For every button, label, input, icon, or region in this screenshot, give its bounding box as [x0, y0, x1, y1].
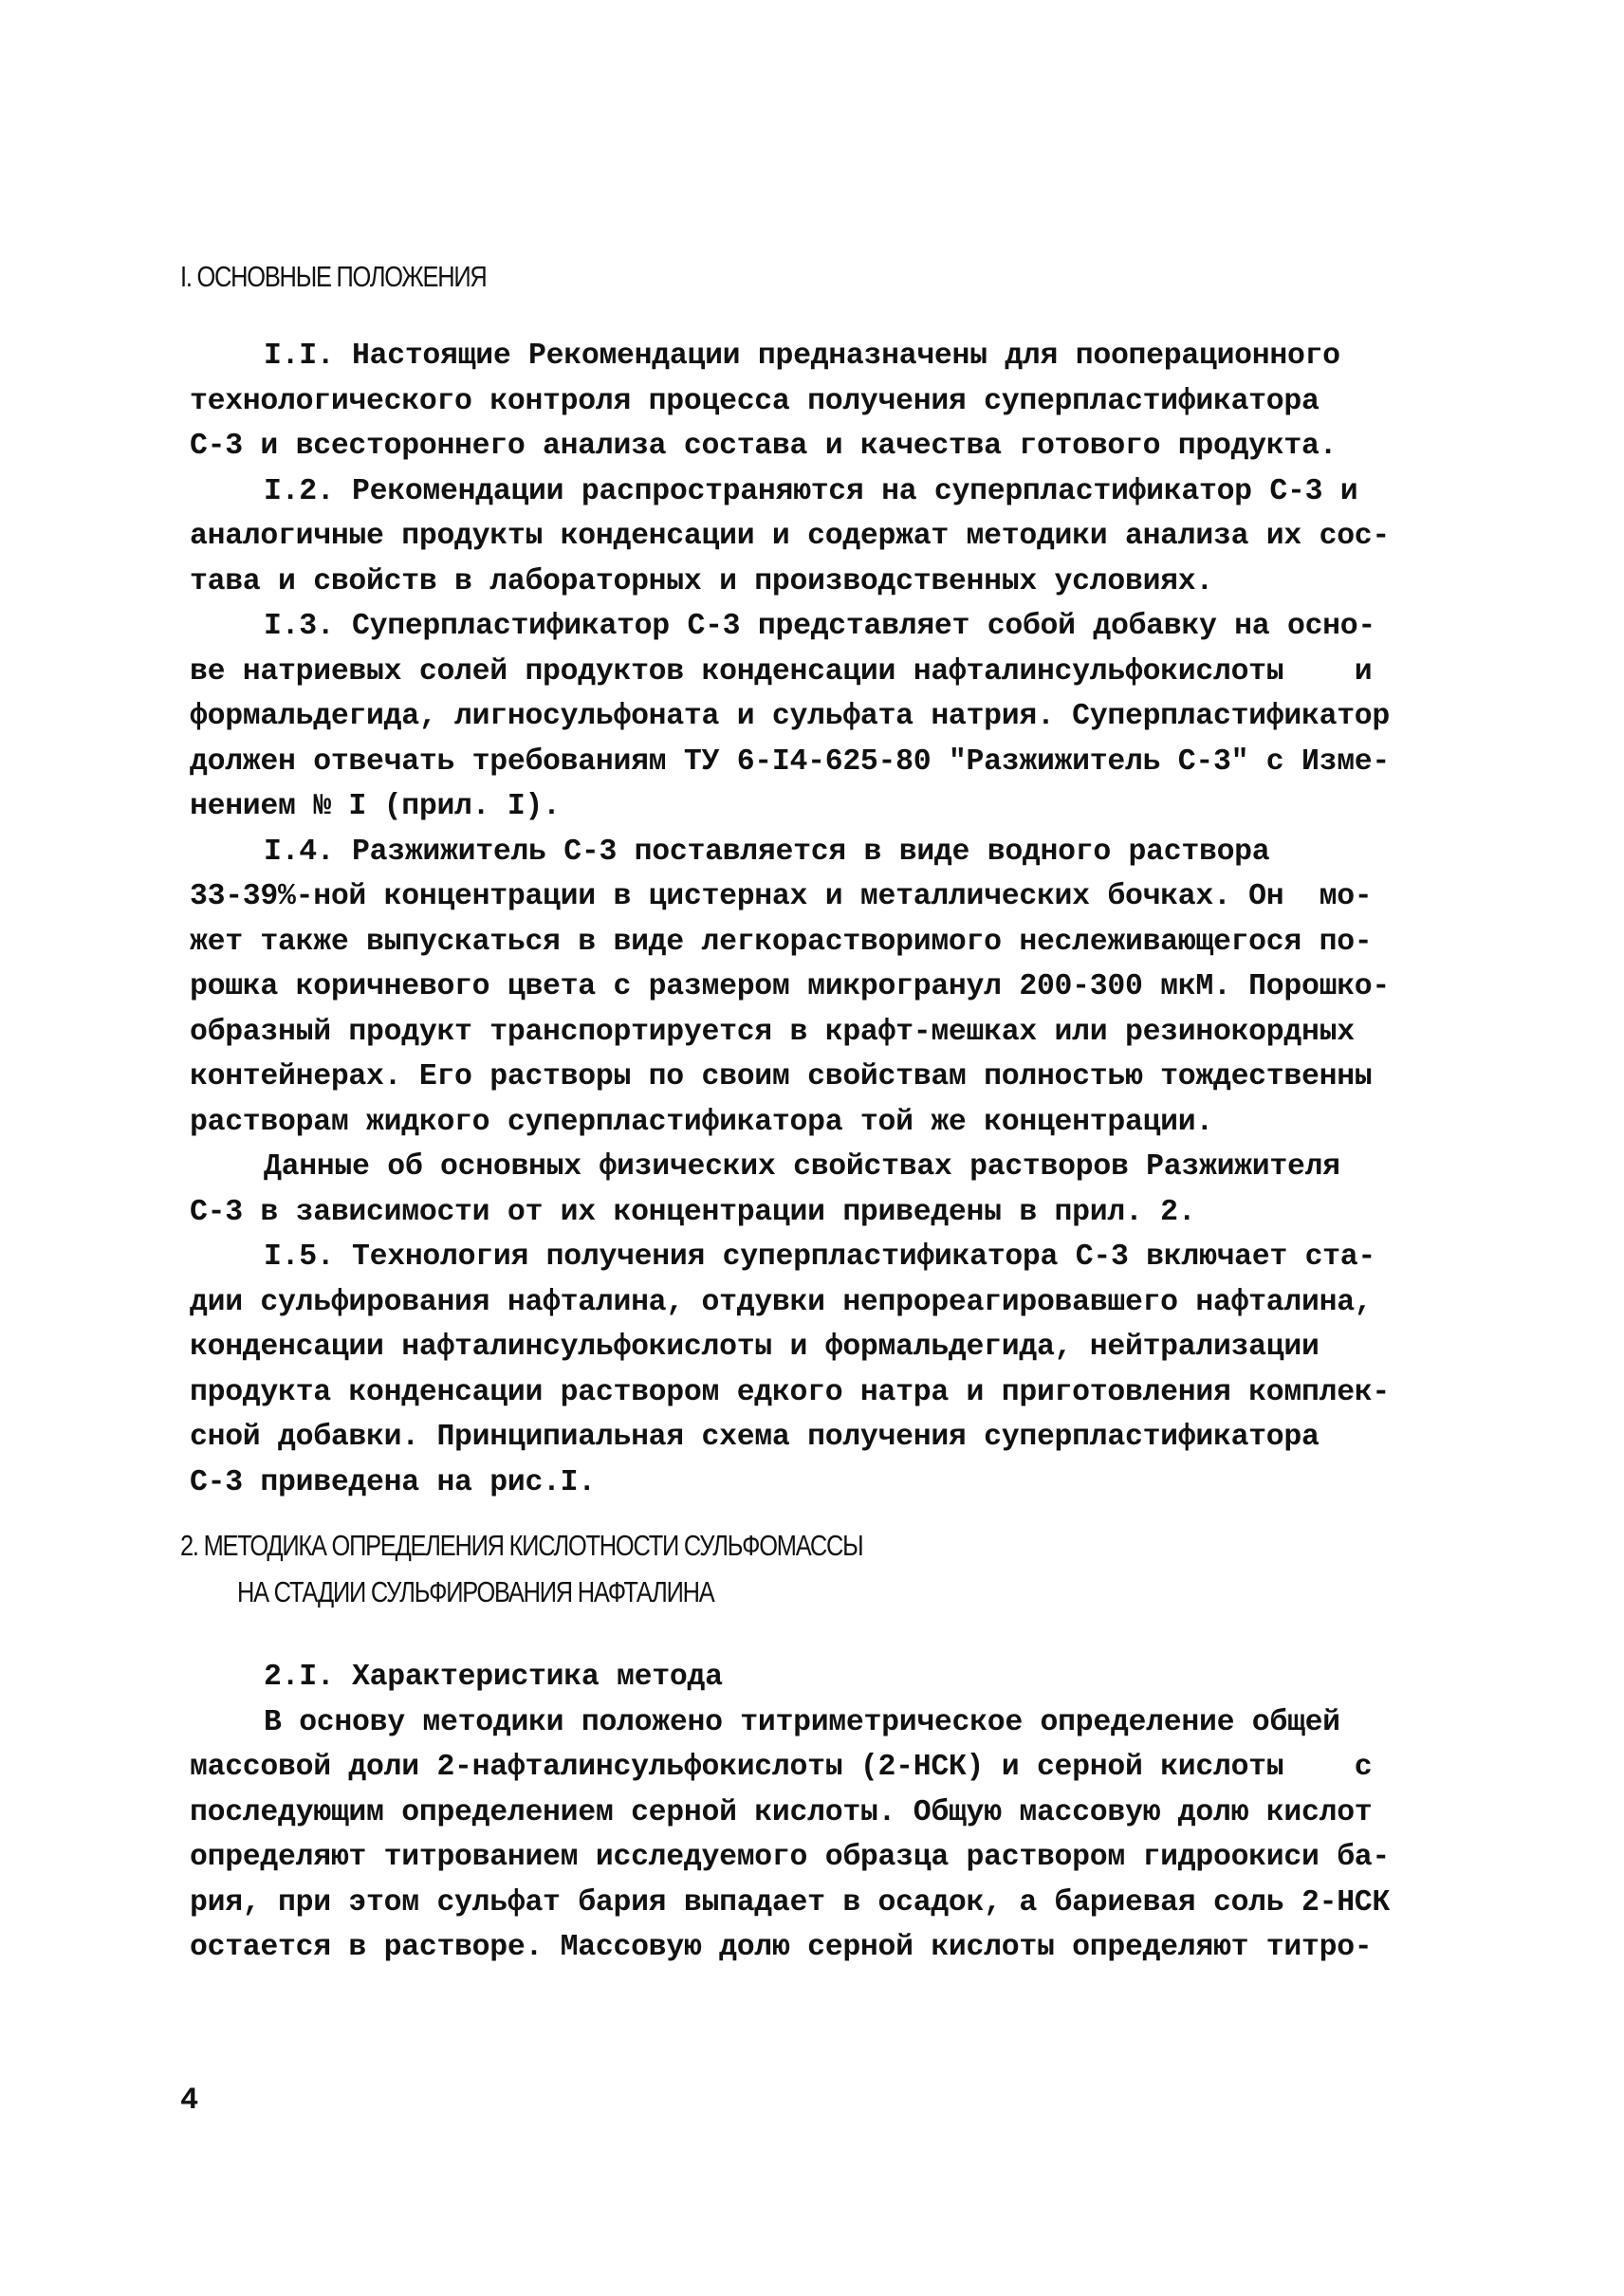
- text-line: продукта конденсации раствором едкого натра и приготовления комплек-: [190, 1375, 1391, 1409]
- text-line: жет также выпускаться в виде легкорастворимого неслеживающегося по-: [190, 925, 1373, 959]
- text-line: рошка коричневого цвета с размером микрогранул 200-300 мкМ. Порошко-: [190, 970, 1391, 1003]
- text-line: С-3 и всестороннего анализа состава и качества готового продукта.: [190, 430, 1338, 463]
- text-line: I.4. Разжижитель С-3 поставляется в виде водного раствора: [264, 835, 1270, 869]
- page-number: 4: [180, 2083, 199, 2118]
- text-line: должен отвечать требованиям ТУ 6-I4-625-80 "Разжижитель С-3" с Изме-: [190, 744, 1391, 779]
- section-2-heading-line-2: НА СТАДИИ СУЛЬФИРОВАНИЯ НАФТАЛИНА: [237, 1575, 714, 1608]
- text-line: остается в растворе. Массовую долю серной кислоты определяют титро-: [190, 1931, 1373, 1964]
- text-line: технологического контроля процесса получения суперпластификатора: [190, 384, 1320, 418]
- text-line: I.2. Рекомендации распространяются на суперпластификатор С-3 и: [264, 474, 1358, 508]
- text-line: растворам жидкого суперпластификатора той же концентрации.: [190, 1105, 1213, 1139]
- text-line: конденсации нафталинсульфокислоты и формальдегида, нейтрализации: [190, 1331, 1320, 1364]
- subsection-heading: 2.I. Характеристика метода: [264, 1661, 723, 1694]
- text-line: последующим определением серной кислоты. Общую массовую долю кислот: [190, 1795, 1373, 1829]
- text-line: I.5. Технология получения суперпластификатора С-3 включает ста-: [264, 1240, 1375, 1274]
- text-line: ве натриевых солей продуктов конденсации нафталинсульфокислоты и: [190, 654, 1373, 689]
- text-line: образный продукт транспортируется в крафт-мешках или резинокордных: [190, 1015, 1355, 1049]
- text-line: 33-39%-ной концентрации в цистернах и металлических бочках. Он мо-: [190, 880, 1373, 913]
- section-2-heading-line-1: 2. МЕТОДИКА ОПРЕДЕЛЕНИЯ КИСЛОТНОСТИ СУЛЬФОМАССЫ: [180, 1529, 863, 1562]
- text-line: I.I. Настоящие Рекомендации предназначены для пооперационного: [264, 340, 1340, 373]
- section-2-body: [190, 1655, 1442, 1971]
- text-line: рия, при этом сульфат бария выпадает в осадок, а бариевая соль 2-НСК: [190, 1885, 1391, 1919]
- text-line: Данные об основных физических свойствах растворов Разжижителя: [264, 1150, 1340, 1184]
- text-line: массовой доли 2-нафталинсульфокислоты (2-НСК) и серной кислоты с: [190, 1751, 1373, 1784]
- text-line: тава и свойств в лабораторных и производственных условиях.: [190, 564, 1213, 598]
- text-line: определяют титрованием исследуемого образца раствором гидроокиси ба-: [190, 1841, 1391, 1874]
- text-line: С-3 приведена на рис.I.: [190, 1465, 596, 1499]
- text-line: сной добавки. Принципиальная схема получения суперпластификатора: [190, 1421, 1320, 1454]
- text-line: формальдегида, лигносульфоната и сульфата натрия. Суперпластификатор: [190, 700, 1391, 733]
- text-line: С-3 в зависимости от их концентрации приведены в прил. 2.: [190, 1195, 1196, 1229]
- text-line: В основу методики положено титриметрическое определение общей: [264, 1705, 1340, 1739]
- section-1-heading: I. ОСНОВНЫЕ ПОЛОЖЕНИЯ: [180, 260, 487, 293]
- section-1-body: [190, 334, 1442, 1505]
- text-line: контейнерах. Его растворы по своим свойствам полностью тождественны: [190, 1060, 1373, 1093]
- text-line: нением № I (прил. I).: [190, 790, 561, 823]
- text-line: I.3. Суперпластификатор С-3 представляет собой добавку на осно-: [264, 610, 1375, 643]
- text-line: дии сульфирования нафталина, отдувки непрореагировавшего нафталина,: [190, 1285, 1373, 1319]
- text-line: аналогичные продукты конденсации и содержат методики анализа их сос-: [190, 520, 1391, 553]
